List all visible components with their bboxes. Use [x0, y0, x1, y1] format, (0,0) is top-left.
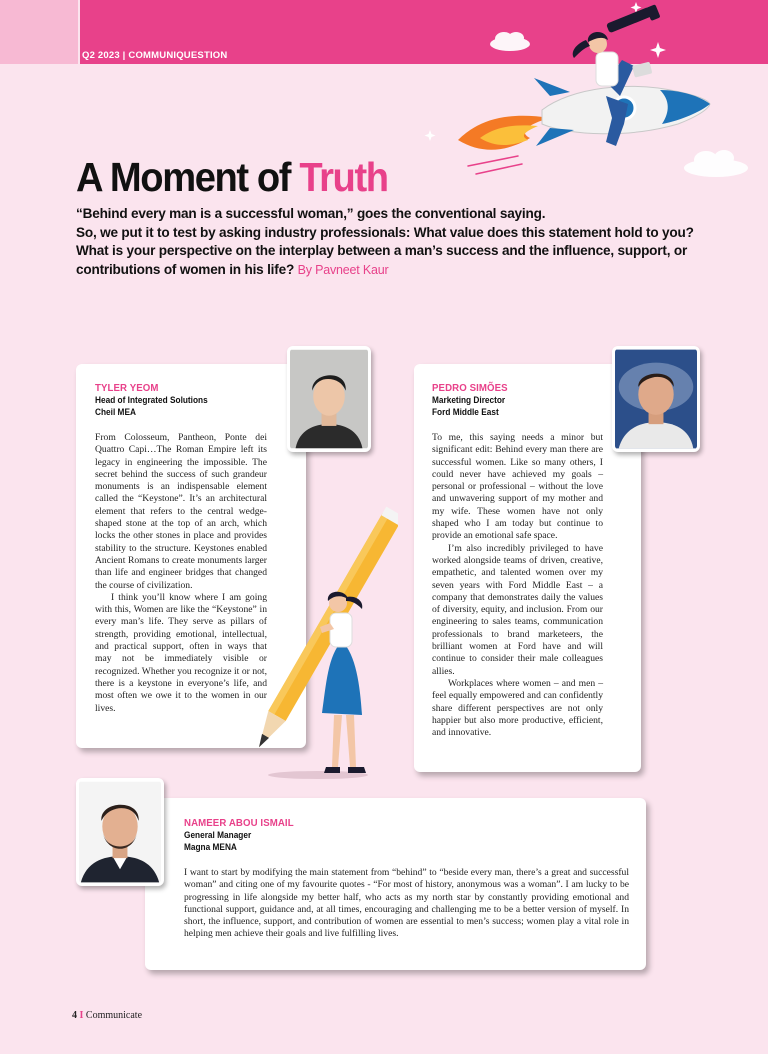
paragraph: I’m also incredibly privileged to have worked alongside teams of driven, creative, empathetic, and talented women over my seven years with Ford Middle East – a company that demonstrates daily the values of diversity, equity, and inclusion. From our engineering to sales teams, communication professionals to brand marketeers, the brilliant women at Ford have and will continue to consider their male colleagues allies. [432, 542, 603, 677]
portrait-image [615, 349, 697, 449]
woman-with-pencil-illustration [238, 505, 398, 785]
contributor-role: Marketing Director [432, 395, 506, 405]
contributor-role: Head of Integrated Solutions [95, 395, 208, 405]
contributor-role: General Manager [184, 830, 252, 840]
portrait-image [290, 349, 368, 449]
contributor-card-pedro [414, 364, 641, 772]
paragraph: From Colosseum, Pantheon, Ponte dei Quattro Capi…The Roman Empire left its legacy in engineering the impossible. The secret behind the success of such grandeur monuments is an indispensable element called the “Keystone”. It’s an architectural element that refers to the central wedge-shaped stone at the top of an arch, which locks the other stones in place and provides stability to the structure. Keystones enabled Ancient Romans to create monuments larger than life and engineer bridges that changed the course of civilization. [95, 432, 267, 591]
avatar-pedro [612, 346, 700, 452]
contributor-name: PEDRO SIMÕES [432, 382, 508, 394]
intro-line-1: “Behind every man is a successful woman,” goes the conventional saying. [76, 206, 546, 221]
contributor-card-nameer [145, 798, 646, 970]
paragraph: To me, this saying needs a minor but significant edit: Behind every man there are successful women. Like so many others, I could never have achieved my goals – personal or professional – without the love and unwavering support of my mother and my wife. These women have not only shaped who I am today but continue to provide an emotional safe space. [432, 432, 603, 542]
rocket-telescope-illustration [410, 0, 768, 200]
contributor-text [432, 432, 603, 739]
portrait-image [79, 781, 161, 883]
intro [76, 205, 696, 279]
contributor-company: Cheil MEA [95, 407, 136, 417]
paragraph: I think you’ll know where I am going with this, Women are like the “Keystone” in every man’s life. They serve as pillars of strength, providing emotional, intellectual, and practical support, often in ways that may not be immediately visible or recognized. Whether you recognize it or not, there is a keystone in everyone’s life, and most often we owe it to the women in our lives. [95, 591, 267, 714]
page-footer [72, 1010, 142, 1021]
page-title: A Moment of Truth [76, 154, 388, 200]
section-label: Q2 2023 | COMMUNIQUESTION [82, 50, 228, 61]
contributor-name: TYLER YEOM [95, 382, 159, 394]
contributor-name: NAMEER ABOU ISMAIL [184, 817, 294, 829]
footer-separator: I [79, 1010, 84, 1021]
page-number: 4 [72, 1010, 77, 1021]
byline: By Pavneet Kaur [297, 262, 389, 277]
intro-line-2: So, we put it to test by asking industry professionals: What value does this statement hold to you? What is your perspective on the interplay between a man’s success and the influence, support, or contributions of women in his life? By Pavneet Kaur [76, 224, 694, 277]
avatar-nameer [76, 778, 164, 886]
publication-name: Communicate [85, 1010, 143, 1021]
paragraph: I want to start by modifying the main statement from “behind” to “beside every man, there’s a great and successful woman” and citing one of my favourite quotes - “For most of history, anonymous was a woman”. I am lucky to be progressing in life alongside my better half, who acts as my north star by constantly providing emotional and functional support, guidance and, at all times, encouraging and challenging me to be a better version of myself. In short, the influence, support, and contribution of women are essential to men’s success; women play a vital role in helping men achieve their goals and live fulfilling lives. [184, 867, 629, 940]
contributor-company: Ford Middle East [432, 407, 499, 417]
page-title-accent: Truth [299, 154, 388, 200]
paragraph: Workplaces where women – and men – feel equally empowered and can confidently share different perspectives are not only happier but also more productive, efficient, and innovative. [432, 677, 603, 739]
header-corner-block [0, 0, 78, 64]
avatar-tyler [287, 346, 371, 452]
contributor-text [184, 867, 629, 941]
contributor-company: Magna MENA [184, 842, 237, 852]
